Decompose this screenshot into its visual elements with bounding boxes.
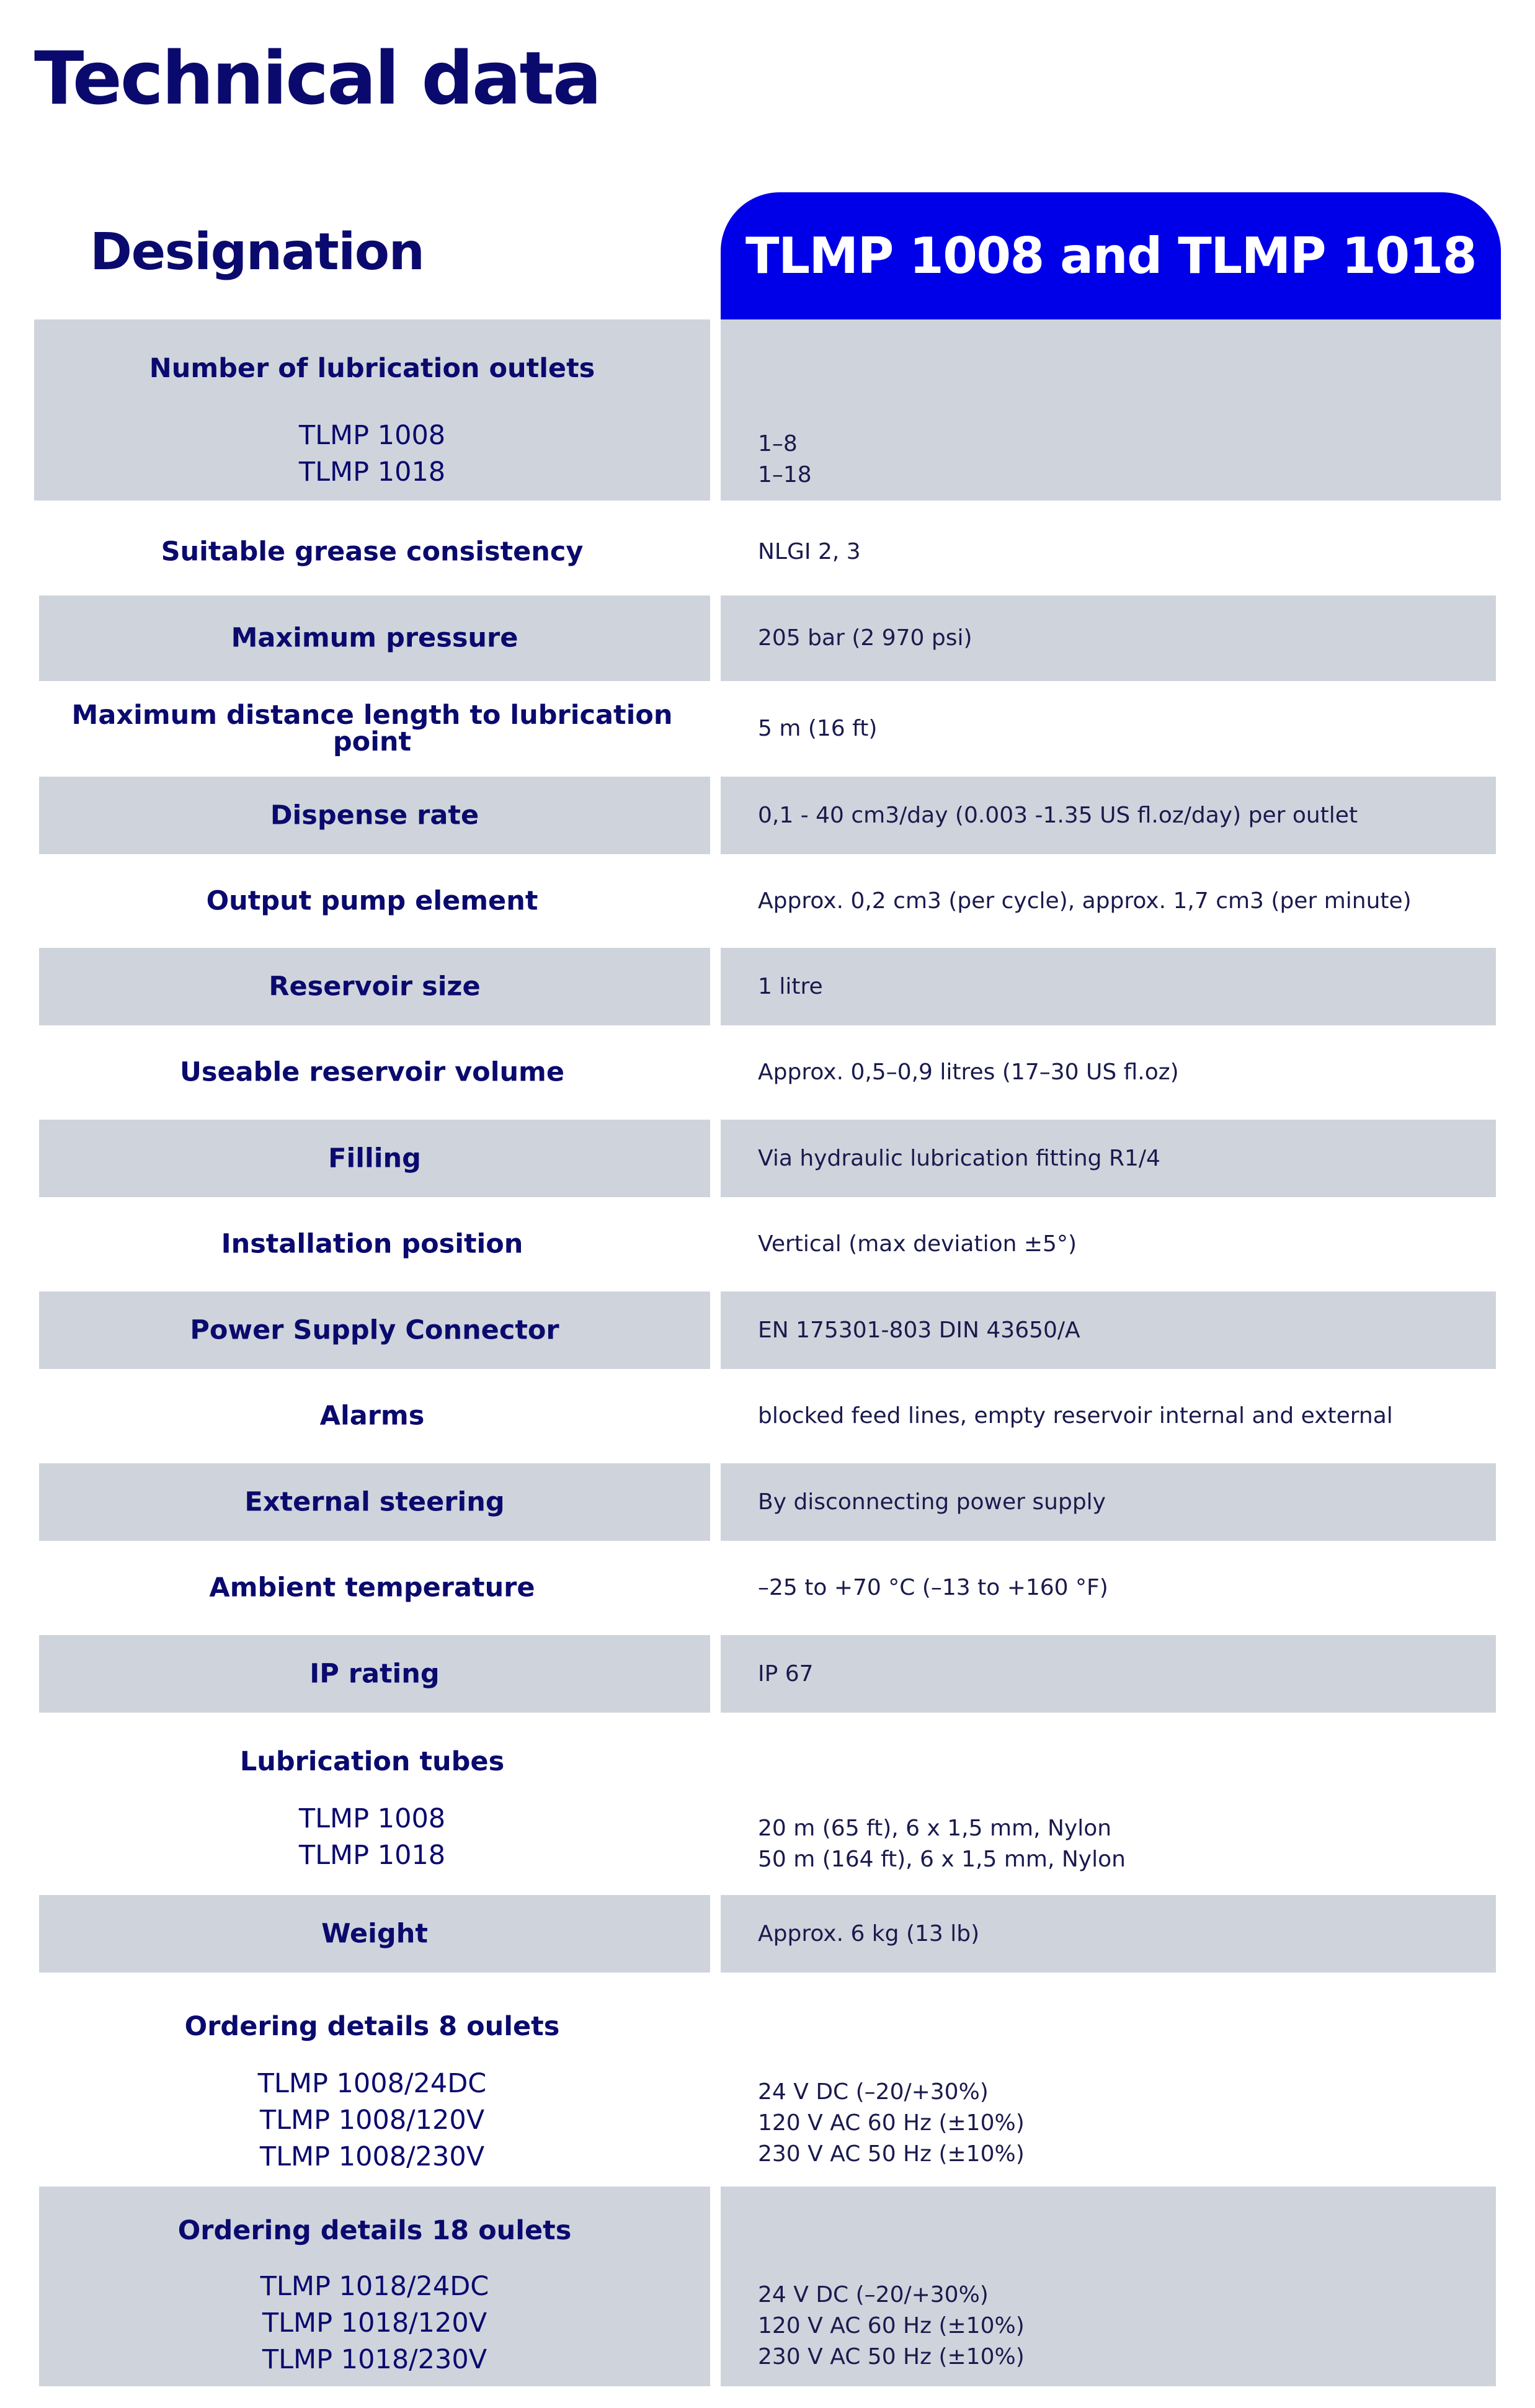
spec-label: Output pump element: [206, 885, 538, 916]
spec-value-cell: [721, 2187, 1496, 2386]
designation-header: Designation: [90, 223, 424, 282]
spec-value-cell: [721, 1463, 1496, 1541]
spec-value-cell: [721, 1027, 1501, 1118]
spec-value: NLGI 2, 3: [758, 538, 861, 564]
spec-label-cell: [34, 510, 710, 594]
spec-row-reservoir-size: [34, 948, 1501, 1025]
spec-value: blocked feed lines, empty reservoir internal and external: [758, 1403, 1393, 1429]
spec-row-maximum-distance: [34, 682, 1501, 775]
spec-label: Lubrication tubes: [239, 1746, 505, 1777]
spec-value-cell: [721, 856, 1501, 946]
spec-value: 230 V AC 50 Hz (±10%): [758, 2344, 1025, 2370]
spec-label-cell: [39, 1120, 710, 1197]
product-header: TLMP 1008 and TLMP 1018: [721, 192, 1501, 319]
spec-label: Reservoir size: [269, 971, 481, 1002]
spec-value: 230 V AC 50 Hz (±10%): [758, 2141, 1025, 2167]
spec-label-cell: [34, 1714, 710, 1894]
spec-label: Dispense rate: [270, 800, 479, 831]
spec-value-cell: [721, 1120, 1496, 1197]
spec-sub-label: TLMP 1018/120V: [262, 2308, 487, 2339]
spec-label: Useable reservoir volume: [179, 1056, 565, 1088]
spec-value-cell: [721, 682, 1501, 775]
spec-value-cell: [721, 510, 1501, 594]
spec-row-lubrication-outlets: [34, 319, 1501, 501]
spec-value: 5 m (16 ft): [758, 716, 878, 741]
spec-row-useable-reservoir-volume: [34, 1027, 1501, 1118]
spec-value-cell: [721, 1542, 1501, 1634]
spec-value-cell: [721, 1714, 1501, 1894]
spec-value-cell: [721, 319, 1501, 501]
spec-value-cell: [721, 1291, 1496, 1369]
spec-sub-label: TLMP 1008/24DC: [257, 2068, 487, 2099]
spec-label-cell: [39, 2187, 710, 2386]
page-title: Technical data: [34, 35, 600, 121]
spec-value-cell: [721, 1635, 1496, 1713]
spec-label: Number of lubrication outlets: [149, 353, 595, 384]
spec-value: 24 V DC (–20/+30%): [758, 2079, 989, 2105]
spec-value: 120 V AC 60 Hz (±10%): [758, 2110, 1025, 2136]
spec-label: Weight: [321, 1918, 428, 1949]
spec-label-cell: [39, 1635, 710, 1713]
spec-label-cell: [34, 1370, 710, 1462]
spec-value: 20 m (65 ft), 6 x 1,5 mm, Nylon: [758, 1816, 1112, 1841]
spec-row-ip-rating: [34, 1635, 1501, 1713]
spec-label: Filling: [328, 1143, 421, 1174]
spec-row-grease-consistency: [34, 510, 1501, 594]
spec-label-cell: [39, 1291, 710, 1369]
spec-value: –25 to +70 °C (–13 to +160 °F): [758, 1575, 1108, 1600]
spec-value: Approx. 0,5–0,9 litres (17–30 US fl.oz): [758, 1059, 1179, 1085]
spec-label-cell: [34, 682, 710, 775]
spec-sub-label: TLMP 1008/120V: [259, 2105, 485, 2136]
spec-value: 0,1 - 40 cm3/day (0.003 -1.35 US fl.oz/day) per outlet: [758, 802, 1358, 828]
spec-label: Installation position: [221, 1228, 523, 1260]
spec-row-ordering-details-18: [34, 2187, 1501, 2386]
spec-value: Vertical (max deviation ±5°): [758, 1231, 1077, 1257]
spec-value: 1–18: [758, 462, 812, 488]
spec-value: By disconnecting power supply: [758, 1489, 1106, 1515]
spec-sub-label: TLMP 1018: [298, 457, 446, 488]
spec-label-cell: [34, 1974, 710, 2185]
spec-value-cell: [721, 595, 1496, 681]
spec-value-cell: [721, 777, 1496, 854]
spec-value: Approx. 6 kg (13 lb): [758, 1920, 980, 1946]
spec-value-cell: [721, 1895, 1496, 1973]
spec-row-lubrication-tubes: [34, 1714, 1501, 1894]
spec-label-cell: [39, 1463, 710, 1541]
spec-sub-label: TLMP 1018: [298, 1840, 446, 1871]
spec-value: 50 m (164 ft), 6 x 1,5 mm, Nylon: [758, 1847, 1126, 1872]
spec-label: Power Supply Connector: [190, 1314, 559, 1345]
spec-value: 24 V DC (–20/+30%): [758, 2282, 989, 2308]
spec-label: IP rating: [309, 1658, 440, 1689]
spec-value: 205 bar (2 970 psi): [758, 625, 972, 651]
spec-label: Ordering details 8 oulets: [184, 2011, 560, 2042]
spec-label-cell: [34, 319, 710, 501]
spec-sub-label: TLMP 1008/230V: [259, 2141, 485, 2172]
spec-label-cell: [34, 1027, 710, 1118]
spec-value-cell: [721, 1370, 1501, 1462]
spec-row-maximum-pressure: [34, 595, 1501, 681]
spec-row-installation-position: [34, 1198, 1501, 1290]
spec-label-cell: [34, 1198, 710, 1290]
spec-label: Suitable grease consistency: [161, 536, 584, 567]
spec-label-cell: [39, 777, 710, 854]
spec-value-cell: [721, 1198, 1501, 1290]
spec-value: IP 67: [758, 1661, 814, 1687]
spec-sub-label: TLMP 1008: [298, 420, 446, 451]
spec-value: 120 V AC 60 Hz (±10%): [758, 2313, 1025, 2339]
spec-label: Alarms: [319, 1400, 425, 1432]
spec-value: EN 175301-803 DIN 43650/A: [758, 1317, 1080, 1343]
spec-row-output-pump-element: [34, 856, 1501, 946]
spec-row-ambient-temperature: [34, 1542, 1501, 1634]
spec-row-power-supply-connector: [34, 1291, 1501, 1369]
spec-label-cell: [34, 1542, 710, 1634]
spec-label: Maximum distance length to lubrication point: [71, 700, 673, 757]
spec-row-alarms: [34, 1370, 1501, 1462]
spec-label-cell: [34, 856, 710, 946]
spec-label: Maximum pressure: [231, 622, 518, 654]
spec-value-cell: [721, 948, 1496, 1025]
spec-sub-label: TLMP 1018/230V: [262, 2344, 487, 2375]
spec-label: External steering: [244, 1486, 505, 1517]
spec-label-cell: [39, 1895, 710, 1973]
spec-row-ordering-details-8: [34, 1974, 1501, 2185]
spec-row-filling: [34, 1120, 1501, 1197]
spec-value: 1–8: [758, 431, 798, 457]
spec-row-weight: [34, 1895, 1501, 1973]
spec-label-cell: [39, 948, 710, 1025]
spec-value: Approx. 0,2 cm3 (per cycle), approx. 1,7 cm3 (per minute): [758, 888, 1412, 914]
spec-label-cell: [39, 595, 710, 681]
spec-label: Ordering details 18 oulets: [177, 2215, 572, 2246]
spec-label: Ambient temperature: [209, 1572, 535, 1603]
spec-sub-label: TLMP 1008: [298, 1803, 446, 1834]
spec-row-external-steering: [34, 1463, 1501, 1541]
spec-value: Via hydraulic lubrication fitting R1/4: [758, 1145, 1160, 1171]
spec-row-dispense-rate: [34, 777, 1501, 854]
spec-value: 1 litre: [758, 973, 823, 999]
spec-sub-label: TLMP 1018/24DC: [260, 2271, 489, 2302]
spec-value-cell: [721, 1974, 1501, 2185]
